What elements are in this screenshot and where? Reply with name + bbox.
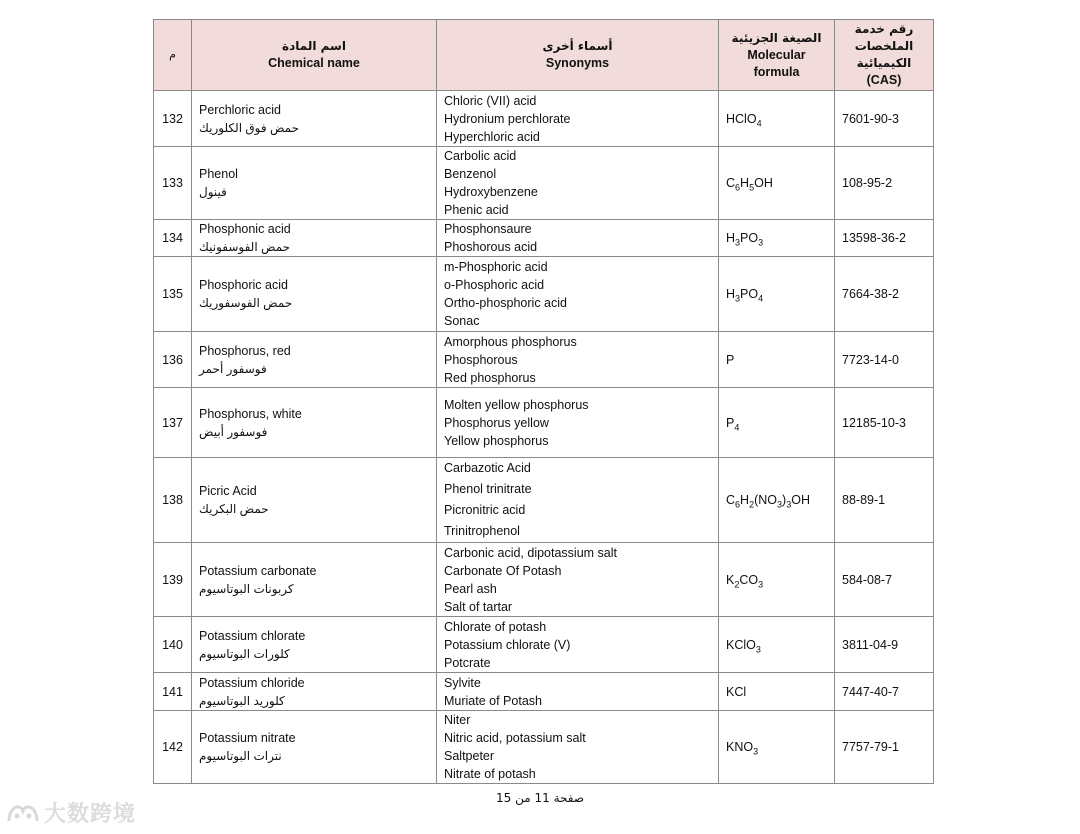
table-header-row <box>154 20 934 91</box>
header-synonyms-arabic: أسماء أخرى <box>542 39 613 53</box>
chemical-name-english: Potassium chlorate <box>199 628 306 643</box>
synonyms-cell <box>437 220 719 257</box>
synonym: Phenic acid <box>444 203 509 217</box>
chemical-name-arabic: حمض البكريك <box>199 502 269 516</box>
chemical-name-cell <box>192 543 437 617</box>
cas-number-cell: 12185-10-3 <box>835 388 934 458</box>
synonym: Sonac <box>444 314 480 328</box>
formula-subscript: 3 <box>755 644 761 654</box>
formula-subscript: 6 <box>735 499 741 510</box>
formula-part: OH <box>754 176 773 190</box>
molecular-formula-cell <box>719 543 835 617</box>
synonyms-cell <box>437 543 719 617</box>
formula-part: H <box>726 287 736 301</box>
chemical-name-cell <box>192 257 437 332</box>
formula-subscript: 3 <box>753 746 759 757</box>
header-chemical-name <box>192 20 437 91</box>
header-formula-english-2: formula <box>753 64 800 79</box>
header-name-english: Chemical name <box>268 56 360 70</box>
molecular-formula-cell <box>719 673 835 711</box>
molecular-formula-cell <box>719 147 835 220</box>
synonym: Yellow phosphorus <box>444 433 549 448</box>
formula-part: K <box>726 572 735 587</box>
synonyms-cell <box>437 257 719 332</box>
formula-part: KClO <box>726 637 756 652</box>
formula-subscript: 4 <box>734 422 740 432</box>
molecular-formula-cell <box>719 91 835 147</box>
chemicals-table <box>153 19 934 784</box>
synonym: Sylvite <box>444 675 481 690</box>
cas-number-cell: 13598-36-2 <box>835 220 934 257</box>
chemical-name-cell <box>192 711 437 784</box>
chemical-name-english: Potassium carbonate <box>199 563 317 578</box>
chemical-name-english: Picric Acid <box>199 484 257 498</box>
header-number <box>154 20 192 91</box>
molecular-formula-cell <box>719 458 835 543</box>
formula-subscript: 3 <box>786 499 792 510</box>
table-row <box>154 673 934 711</box>
chemical-name-arabic: كلوريد البوتاسيوم <box>199 693 285 708</box>
synonym: Phosphorus yellow <box>444 415 549 430</box>
table-row <box>154 458 934 543</box>
chemical-name-arabic: حمض فوق الكلوريك <box>199 120 300 135</box>
formula-subscript: 3 <box>758 237 764 248</box>
chemical-name-english: Potassium nitrate <box>199 731 296 745</box>
synonym: Picronitric acid <box>444 503 526 517</box>
row-number: 136 <box>154 332 192 388</box>
header-synonyms <box>437 20 719 91</box>
table-row <box>154 147 934 220</box>
molecular-formula-cell <box>719 388 835 458</box>
synonym: Saltpeter <box>444 749 495 763</box>
formula-subscript: 6 <box>735 182 741 193</box>
formula-subscript: 2 <box>734 579 740 589</box>
table-row <box>154 711 934 784</box>
header-formula-english-1: Molecular <box>747 47 806 62</box>
header-synonyms-english: Synonyms <box>545 56 610 70</box>
synonym: Ortho-phosphoric acid <box>444 296 567 310</box>
chemical-name-english: Phosphonic acid <box>199 222 291 236</box>
synonym: Potcrate <box>444 655 491 670</box>
synonym: Nitric acid, potassium salt <box>444 731 586 745</box>
synonyms-cell <box>437 711 719 784</box>
formula-subscript: 4 <box>758 293 764 304</box>
table-body <box>154 91 934 784</box>
cas-number-cell: 7757-79-1 <box>835 711 934 784</box>
chemical-name-cell <box>192 617 437 673</box>
synonym: Pearl ash <box>444 581 497 596</box>
molecular-formula-cell <box>719 332 835 388</box>
header-molecular-formula <box>719 20 835 91</box>
row-number: 133 <box>154 147 192 220</box>
chemical-name-cell <box>192 220 437 257</box>
header-cas <box>835 20 934 91</box>
formula-subscript: 3 <box>735 293 741 304</box>
table-row <box>154 388 934 458</box>
row-number: 140 <box>154 617 192 673</box>
formula-part: KCl <box>726 684 747 699</box>
chemical-name-cell <box>192 332 437 388</box>
synonym: Carbonate Of Potash <box>444 563 562 578</box>
row-number: 141 <box>154 673 192 711</box>
chemical-name-arabic: حمض الفوسفوريك <box>199 296 293 310</box>
synonyms-cell <box>437 332 719 388</box>
row-number: 142 <box>154 711 192 784</box>
chemical-name-english: Phosphorus, white <box>199 406 302 421</box>
synonym: Phoshorous acid <box>444 240 538 254</box>
formula-part: PO <box>740 231 759 245</box>
synonyms-cell <box>437 388 719 458</box>
page-footer: صفحة 11 من 15 <box>495 791 585 805</box>
formula-subscript: 5 <box>749 182 755 193</box>
formula-subscript: 2 <box>749 499 755 510</box>
cas-number-cell: 108-95-2 <box>835 147 934 220</box>
chemical-name-cell <box>192 388 437 458</box>
synonym: Phenol trinitrate <box>444 482 532 496</box>
chemical-name-cell <box>192 458 437 543</box>
synonym: Nitrate of potash <box>444 767 536 781</box>
synonym: Salt of tartar <box>444 599 513 614</box>
table-row <box>154 257 934 332</box>
molecular-formula-cell <box>719 220 835 257</box>
row-number: 139 <box>154 543 192 617</box>
watermark-logo-icon <box>6 801 40 825</box>
formula-part: PO <box>740 287 759 301</box>
cas-number-cell: 7601-90-3 <box>835 91 934 147</box>
row-number: 135 <box>154 257 192 332</box>
chemical-name-arabic: كلورات البوتاسيوم <box>199 646 290 661</box>
formula-part: KNO <box>726 740 754 754</box>
chemical-name-arabic: فينول <box>199 185 227 199</box>
synonym: Benzenol <box>444 167 497 181</box>
formula-part: OH <box>791 493 810 507</box>
cas-number-cell: 88-89-1 <box>835 458 934 543</box>
synonym: o-Phosphoric acid <box>444 278 545 292</box>
formula-subscript: 4 <box>756 118 762 128</box>
formula-part: P <box>726 352 735 367</box>
table-row <box>154 617 934 673</box>
formula-part: C <box>726 176 736 190</box>
synonym: Hydroxybenzene <box>444 185 538 199</box>
molecular-formula-cell <box>719 257 835 332</box>
chemical-name-arabic: كربونات البوتاسيوم <box>199 581 294 596</box>
row-number: 134 <box>154 220 192 257</box>
chemical-name-english: Phenol <box>199 167 238 181</box>
synonym: Red phosphorus <box>444 370 536 385</box>
synonym: Amorphous phosphorus <box>444 334 577 349</box>
synonym: Niter <box>444 713 471 727</box>
synonyms-cell <box>437 147 719 220</box>
formula-part: H <box>740 176 750 190</box>
watermark-text: 大数跨境 <box>44 802 137 827</box>
cas-number-cell: 584-08-7 <box>835 543 934 617</box>
chemical-name-english: Phosphoric acid <box>199 278 288 292</box>
chemical-name-english: Potassium chloride <box>199 675 305 690</box>
table-row <box>154 91 934 147</box>
formula-subscript: 3 <box>735 237 741 248</box>
synonym: Potassium chlorate (V) <box>444 637 571 652</box>
chemical-name-arabic: حمض الفوسفونيك <box>199 240 291 254</box>
formula-part: ) <box>782 493 787 507</box>
chemical-name-cell <box>192 147 437 220</box>
chemical-name-cell <box>192 673 437 711</box>
header-formula-arabic: الصيغة الجزيئية <box>731 30 822 45</box>
chemical-name-arabic: نترات البوتاسيوم <box>199 749 282 763</box>
synonym: Trinitrophenol <box>444 524 520 538</box>
table-row <box>154 220 934 257</box>
chemical-name-arabic: فوسفور أبيض <box>199 424 268 439</box>
chemical-name-english: Phosphorus, red <box>199 343 291 358</box>
header-cas-english: (CAS) <box>866 73 902 87</box>
formula-part: (NO <box>754 493 778 507</box>
molecular-formula-cell <box>719 711 835 784</box>
synonym: Carbazotic Acid <box>444 461 531 475</box>
synonym: Phosphorous <box>444 352 518 367</box>
header-name-arabic: اسم المادة <box>282 39 346 53</box>
header-cas-arabic-2: الملخصات <box>854 39 914 53</box>
cas-number-cell: 3811-04-9 <box>835 617 934 673</box>
synonyms-cell <box>437 458 719 543</box>
cas-number-cell: 7447-40-7 <box>835 673 934 711</box>
header-number-label: م <box>169 48 176 61</box>
header-cas-arabic-1: رقم خدمة <box>854 22 914 36</box>
formula-part: C <box>726 493 736 507</box>
chemical-name-english: Perchloric acid <box>199 102 281 117</box>
header-cas-arabic-3: الكيميائية <box>856 56 912 70</box>
formula-subscript: 3 <box>777 499 783 510</box>
formula-part: H <box>740 493 750 507</box>
formula-part: CO <box>739 572 759 587</box>
watermark <box>6 797 136 828</box>
formula-part: HClO <box>726 111 757 126</box>
chemical-name-arabic: فوسفور أحمر <box>199 361 267 376</box>
synonym: Muriate of Potash <box>444 693 542 708</box>
synonym: Molten yellow phosphorus <box>444 397 589 412</box>
cas-number-cell: 7723-14-0 <box>835 332 934 388</box>
formula-subscript: 3 <box>758 579 764 589</box>
formula-part: P <box>726 415 735 430</box>
molecular-formula-cell <box>719 617 835 673</box>
synonym: Carbonic acid, dipotassium salt <box>444 545 617 560</box>
formula-part: H <box>726 231 736 245</box>
cas-number-cell: 7664-38-2 <box>835 257 934 332</box>
synonyms-cell <box>437 91 719 147</box>
synonym: Carbolic acid <box>444 149 517 163</box>
synonym: Hydronium perchlorate <box>444 111 571 126</box>
synonyms-cell <box>437 673 719 711</box>
chemical-name-cell <box>192 91 437 147</box>
synonym: Hyperchloric acid <box>444 129 540 144</box>
synonym: m-Phosphoric acid <box>444 260 548 274</box>
row-number: 132 <box>154 91 192 147</box>
synonym: Chlorate of potash <box>444 619 547 634</box>
table-row <box>154 332 934 388</box>
row-number: 138 <box>154 458 192 543</box>
synonym: Chloric (VII) acid <box>444 93 537 108</box>
table-row <box>154 543 934 617</box>
synonym: Phosphonsaure <box>444 222 532 236</box>
synonyms-cell <box>437 617 719 673</box>
row-number: 137 <box>154 388 192 458</box>
